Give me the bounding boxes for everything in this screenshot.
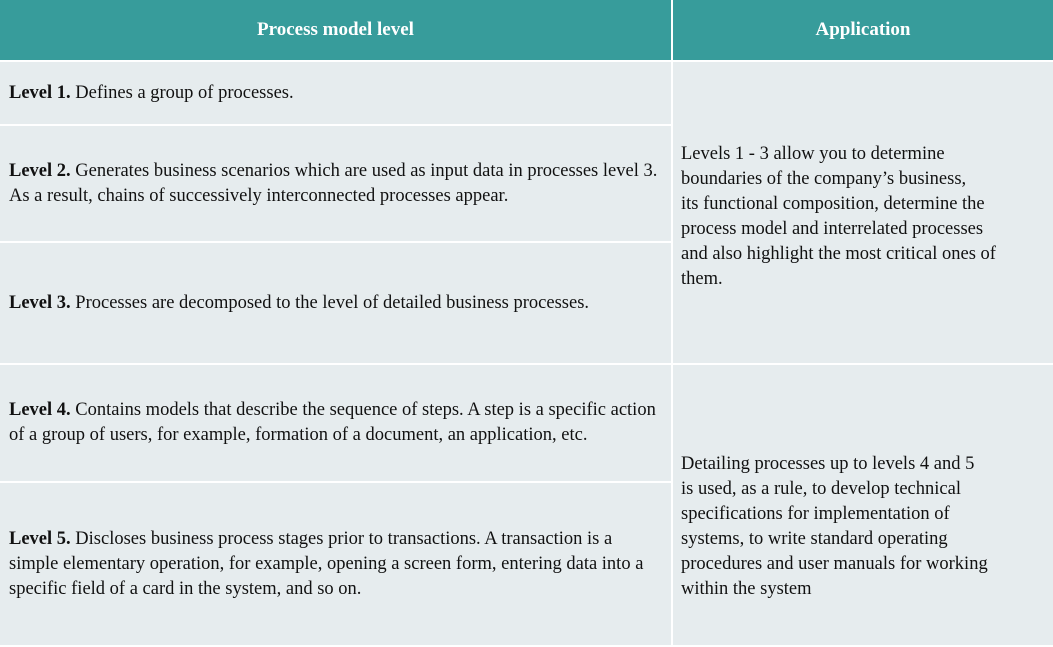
level-4-description: Contains models that describe the sequence of steps. A step is a specific action of a group of users, for example, formation of a document, an application, etc. (9, 400, 656, 445)
application-2-line: specifications for implementation of (681, 504, 950, 524)
application-levels-1-3-cell (672, 61, 1053, 364)
application-levels-4-5-cell (672, 364, 1053, 646)
level-1-label: Level 1. (9, 82, 71, 103)
level-5-cell (0, 482, 672, 646)
application-2-line: Detailing processes up to levels 4 and 5 (681, 454, 975, 474)
level-5-description: Discloses business process stages prior to transactions. A transaction is a simple elementary operation, for example, opening a screen form, entering data into a specific field of a card in the system, and so on. (9, 528, 644, 599)
header-process-model-level: Process model level (0, 0, 672, 61)
level-2-description: Generates business scenarios which are used as input data in processes level 3. As a result, chains of successively interconnected processes appear. (9, 160, 658, 206)
application-1-line: Levels 1 - 3 allow you to determine (681, 143, 945, 164)
level-3-cell (0, 242, 672, 364)
application-2-line: is used, as a rule, to develop technical (681, 479, 961, 499)
level-4-cell (0, 364, 672, 482)
application-1-line: boundaries of the company’s business, (681, 168, 967, 189)
level-5-label: Level 5. (9, 528, 71, 549)
application-1-line: and also highlight the most critical ones of (681, 243, 996, 264)
level-3-label: Level 3. (9, 292, 71, 313)
table-header-row (0, 0, 1053, 61)
level-3-description: Processes are decomposed to the level of detailed business processes. (70, 292, 590, 313)
level-2-cell (0, 125, 672, 242)
level-4-label: Level 4. (9, 400, 71, 420)
application-2-line: within the system (681, 579, 812, 599)
application-2-line: procedures and user manuals for working (681, 554, 988, 574)
application-1-line: its functional composition, determine the (681, 193, 985, 214)
table-row (0, 61, 1053, 125)
level-2-label: Level 2. (9, 160, 71, 181)
level-1-description: Defines a group of processes. (70, 82, 294, 103)
application-1-line: process model and interrelated processes (681, 218, 984, 239)
table-row (0, 364, 1053, 482)
application-2-line: systems, to write standard operating (681, 529, 948, 549)
level-1-cell (0, 61, 672, 125)
application-1-line: them. (681, 268, 723, 289)
header-application: Application (672, 0, 1053, 61)
